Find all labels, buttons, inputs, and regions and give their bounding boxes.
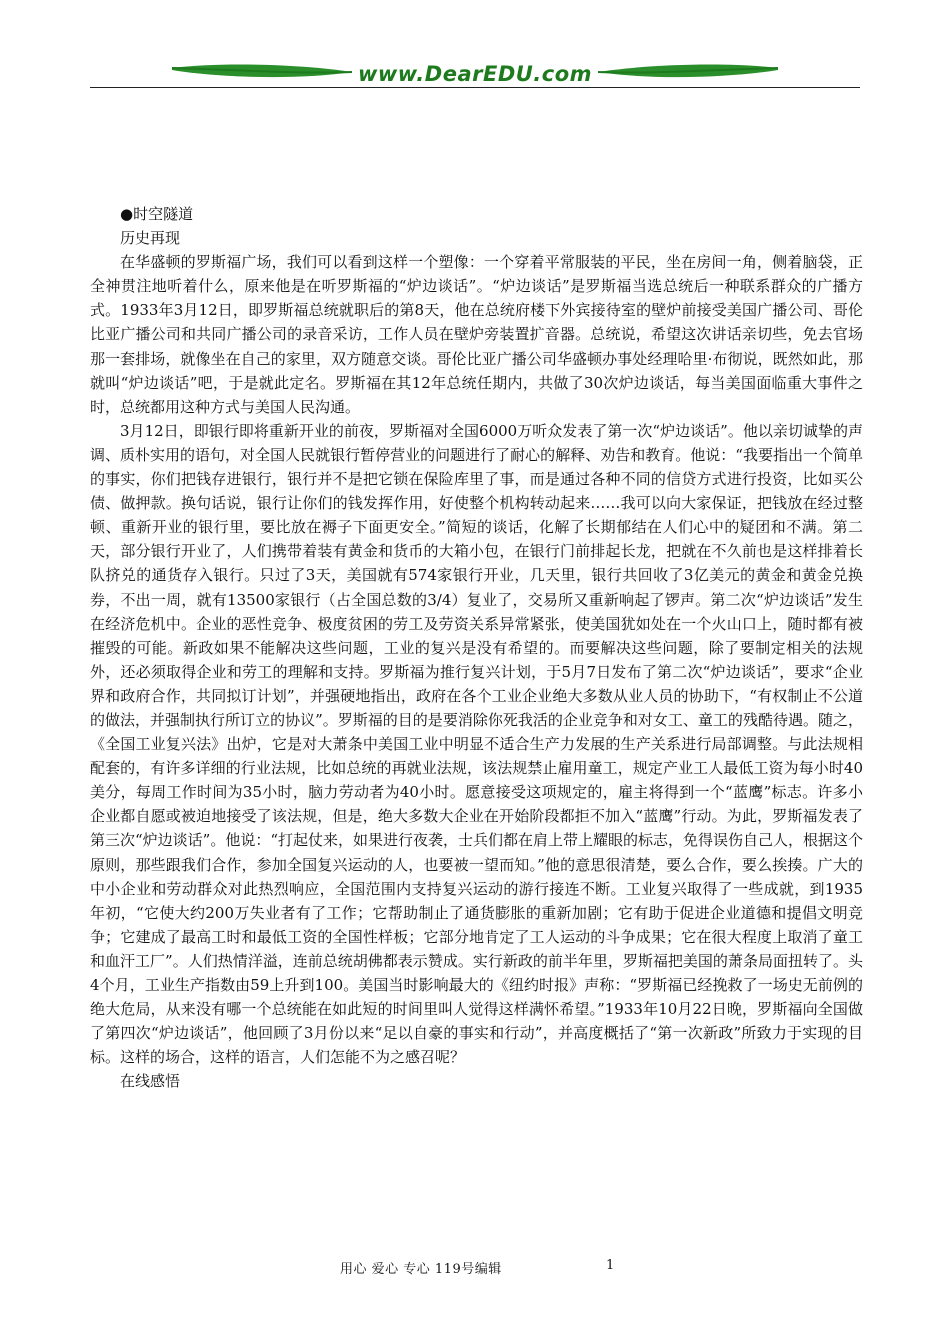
closing-heading: 在线感悟 <box>120 1072 181 1091</box>
page-number: 1 <box>606 1258 615 1273</box>
site-header <box>0 40 950 110</box>
section-heading: ●时空隧道 <box>120 205 194 223</box>
footer-text: 用心 爱心 专心 119号编辑 <box>340 1262 502 1277</box>
site-logo-text[interactable]: www.DearEDU.com <box>357 62 593 86</box>
header-divider <box>90 87 860 88</box>
subheading: 历史再现 <box>120 229 181 248</box>
paragraph-2: 3月12日，即银行即将重新开业的前夜，罗斯福对全国6000万听众发表了第一次“炉边谈话”。他以亲切诚挚的声调、质朴实用的语句，对全国人民就银行暂停营业的问题进行了耐心的解释、劝告和教育。他说：“我要指出一个简单的事实，你们把钱存进银行，银行并不是把它锁在保险库里了事，而是通过各种不同的信贷方式进行投资，比如买公债、做押款。换句话说，银行让你们的钱发挥作用，好使整个机构转动起来……我可以向大家保证，把钱放在经过整顿、重新开业的银行里，要比放在褥子下面更安全。”简短的谈话，化解了长期郁结在人们心中的疑团和不满。第二天，部分银行开业了，人们携带着装有黄金和货币的大箱小包，在银行门前排起长龙，把就在不久前也是这样排着长队挤兑的通货存入银行。只过了3天，美国就有574家银行开业，几天里，银行共回收了3亿美元的黄金和黄金兑换券，不出一周，就有13500家银行（占全国总数的3/4）复业了，交易所又重新响起了锣声。第二次“炉边谈话”发生在经济危机中。企业的恶性竞争、极度贫困的劳工及劳资关系异常紧张，使美国犹如处在一个火山口上，随时都有被摧毁的可能。新政如果不能解决这些问题，工业的复兴是没有希望的。而要解决这些问题，除了要制定相关的法规外，还必须取得企业和劳工的理解和支持。罗斯福为推行复兴计划，于5月7日发布了第二次“炉边谈话”，要求“企业界和政府合作，共同拟订计划”，并强硬地指出，政府在各个工业企业绝大多数从业人员的协助下，“有权制止不公道的做法，并强制执行所订立的协议”。罗斯福的目的是要消除你死我活的企业竞争和对女工、童工的残酷待遇。随之，《全国工业复兴法》出炉，它是对大萧条中美国工业中明显不适合生产力发展的生产关系进行局部调整。与此法规相配套的，有许多详细的行业法规，比如总统的再就业法规，该法规禁止雇用童工，规定产业工人最低工资为每小时40美分，每周工作时间为35小时，脑力劳动者为40小时。愿意接受这项规定的，雇主将得到一个“蓝鹰”标志。许多小企业都自愿或被迫地接受了该法规，但是，绝大多数大企业在开始阶段都拒不加入“蓝鹰”行动。为此，罗斯福发表了第三次“炉边谈话”。他说：“打起仗来，如果进行夜袭，士兵们都在肩上带上耀眼的标志，免得误伤自己人，根据这个原则，那些跟我们合作，参加全国复兴运动的人，也要被一望而知。”他的意思很清楚，要么合作，要么挨揍。广大的中小企业和劳动群众对此热烈响应，全国范围内支持复兴运动的游行接连不断。工业复兴取得了一些成就，到1935年初，“它使大约200万失业者有了工作；它帮助制止了通货膨胀的重新加剧；它有助于促进企业道德和提倡文明竞争；它建成了最高工时和最低工资的全国性样板；它部分地肯定了工人运动的斗争成果；它在很大程度上取消了童工和血汗工厂”。人们热情洋溢，连前总统胡佛都表示赞成。实行新政的前半年里，罗斯福把美国的萧条局面扭转了。头4个月，工业生产指数由59上升到100。美国当时影响最大的《纽约时报》声称：“罗斯福已经挽救了一场史无前例的绝大危局，从来没有哪一个总统能在如此短的时间里叫人觉得这样满怀希望。”1933年10月22日晚，罗斯福向全国做了第四次“炉边谈话”，他回顾了3月份以来“足以自豪的事实和行动”，并高度概括了“第一次新政”所致力于实现的目标。这样的场合，这样的语言，人们怎能不为之感召呢？ <box>90 421 864 1067</box>
article-body <box>90 202 863 1093</box>
paragraph-1: 在华盛顿的罗斯福广场，我们可以看到这样一个塑像：一个穿着平常服装的平民，坐在房间一角，侧着脑袋，正全神贯注地听着什么，原来他是在听罗斯福的“炉边谈话”。“炉边谈话”是罗斯福当选总统后一种联系群众的广播方式。1933年3月12日，即罗斯福总统就职后的第8天，他在总统府楼下外宾接待室的壁炉前接受美国广播公司、哥伦比亚广播公司和共同广播公司的录音采访，工作人员在壁炉旁装置扩音器。总统说，希望这次讲话亲切些，免去官场那一套排场，就像坐在自己的家里，双方随意交谈。哥伦比亚广播公司华盛顿办事处经理哈里·布彻说，既然如此，那就叫“炉边谈话”吧，于是就此定名。罗斯福在其12年总统任期内，共做了30次炉边谈话，每当美国面临重大事件之时，总统都用这种方式与美国人民沟通。 <box>90 253 863 416</box>
